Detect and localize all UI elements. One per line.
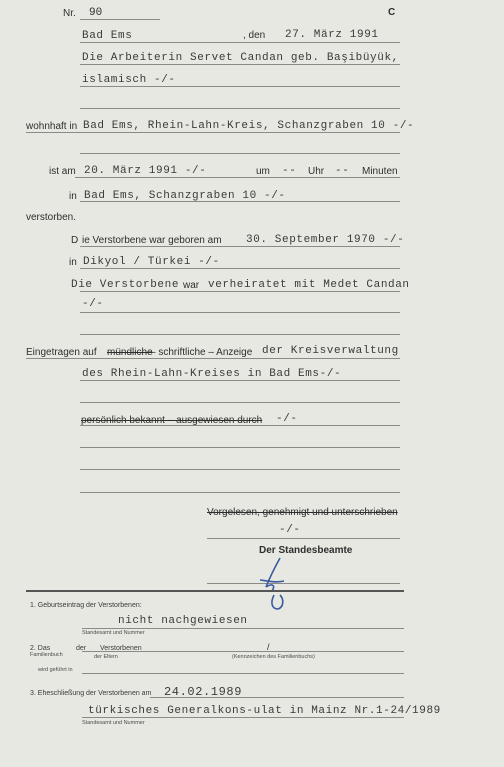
line (80, 447, 400, 448)
line (80, 492, 400, 493)
religion-value: islamisch -/- (82, 74, 176, 86)
line (80, 469, 400, 470)
born-label-d: D (71, 235, 79, 246)
birth-date: 30. September 1970 -/- (246, 234, 405, 246)
line (80, 246, 400, 247)
married-value: verheiratet mit Medet Candan (208, 279, 410, 291)
f2-der: der (76, 645, 87, 652)
f2-slash: / (267, 642, 270, 652)
line (80, 86, 400, 87)
f3-sub: Standesamt und Nummer (82, 720, 145, 726)
line (80, 108, 400, 109)
eingetragen-label: Eingetragen auf (26, 347, 97, 358)
nr-line (80, 19, 160, 20)
in-label: in (69, 191, 77, 202)
vorgelesen-value: -/- (279, 524, 301, 536)
line (80, 42, 400, 43)
born-label: ie Verstorbene war geboren am (82, 235, 222, 246)
line (26, 358, 400, 359)
line (82, 651, 404, 652)
line (80, 291, 400, 292)
place-value: Bad Ems (82, 30, 133, 42)
signature-icon (250, 555, 300, 613)
um-label: um (256, 166, 270, 177)
f3-value: türkisches Generalkons-ulat in Mainz Nr.1-24/1989 (88, 705, 441, 717)
birth-in-label: in (69, 257, 77, 268)
line (75, 177, 400, 178)
f2-das: 2. Das (30, 645, 51, 652)
line (82, 628, 404, 629)
line (80, 380, 400, 381)
page-letter: C (388, 7, 396, 18)
line (26, 132, 400, 133)
wohnhaft-label: wohnhaft in (26, 121, 78, 132)
nr-value: 90 (89, 7, 103, 19)
death-place: Bad Ems, Schanzgraben 10 -/- (84, 190, 286, 202)
minuten-label: Minuten (362, 166, 398, 177)
line (80, 425, 400, 426)
death-date: 20. März 1991 -/- (84, 165, 207, 177)
birth-place: Dikyol / Türkei -/- (83, 256, 220, 268)
line (80, 64, 400, 65)
uhr-label: Uhr (308, 166, 325, 177)
line (82, 717, 404, 718)
f3-label: 3. Eheschließung der Verstorbenen am (30, 690, 152, 697)
date-value: 27. März 1991 (285, 29, 379, 41)
line (207, 538, 400, 539)
minutes-value: -- (335, 165, 350, 177)
verstorben-label: verstorben. (26, 212, 77, 223)
standesbeamte-label: Der Standesbeamte (259, 545, 353, 556)
line (80, 268, 400, 269)
line (80, 153, 400, 154)
line (80, 201, 400, 202)
wohnhaft-value: Bad Ems, Rhein-Lahn-Kreis, Schanzgraben 10 -/- (83, 120, 415, 132)
married-cont: -/- (82, 298, 104, 310)
nr-label: Nr. (63, 8, 76, 19)
f3-date: 24.02.1989 (164, 685, 243, 699)
f2-familienbuch: Familienbuch (30, 652, 63, 658)
f2-kennz: (Kennzeichen des Familienbuchs) (232, 654, 315, 660)
line (80, 402, 400, 403)
anzeige-label: – schriftliche – Anzeige (150, 347, 253, 358)
f2-verstorbenen: Verstorbenen (100, 645, 142, 652)
f1-label: 1. Geburtseintrag der Verstorbenen: (30, 602, 142, 609)
den-label: , den (243, 30, 266, 41)
vorgelesen-struck: Vorgelesen, genehmigt und unterschrieben (207, 507, 398, 518)
deceased-name: Die Arbeiterin Servet Candan geb. Başibüyük, (82, 52, 399, 64)
authority-2: des Rhein-Lahn-Kreises in Bad Ems-/- (82, 368, 342, 380)
married-label-typed: Die Verstorbene (71, 279, 180, 291)
f2-wird: wird geführt in (38, 667, 73, 673)
ist-am-label: ist am (49, 166, 76, 177)
married-label: war (183, 280, 200, 291)
separator-rule (26, 590, 404, 592)
muendliche-struck: mündliche (107, 347, 153, 358)
f2-der-eltern: der Eltern (94, 654, 118, 660)
line (82, 673, 404, 674)
authority-1: der Kreisverwaltung (262, 345, 399, 357)
line (150, 697, 404, 698)
line (80, 312, 400, 313)
f1-sub: Standesamt und Nummer (82, 630, 145, 636)
hour-value: -- (282, 165, 297, 177)
persoenlich-struck: persönlich bekannt – ausgewiesen durch (81, 415, 263, 426)
f1-value: nicht nachgewiesen (118, 615, 248, 627)
signature-line (207, 583, 400, 584)
line (80, 334, 400, 335)
persoenlich-value: -/- (276, 413, 298, 425)
